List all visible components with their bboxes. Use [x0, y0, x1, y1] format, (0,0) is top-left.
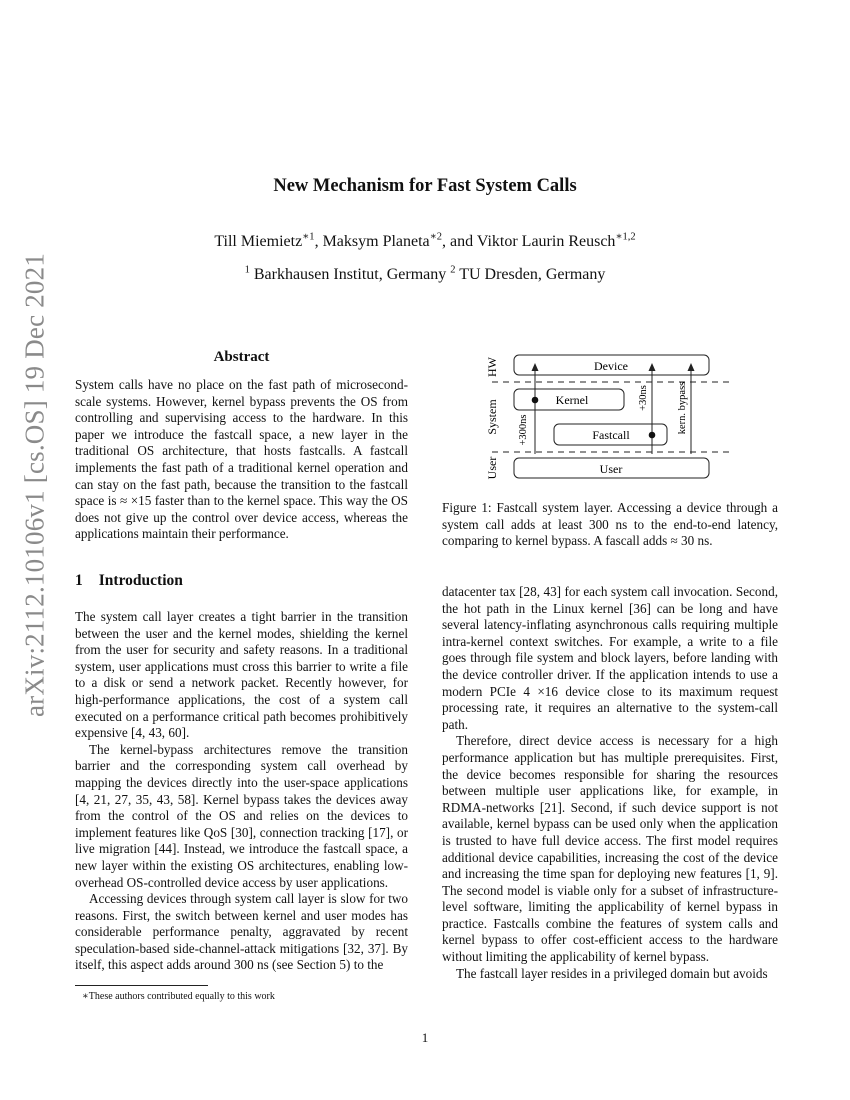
bypass-label: kern. bypass	[677, 381, 688, 435]
author-name: Till Miemietz	[214, 233, 303, 250]
right-column	[442, 584, 778, 982]
fastcall-dot	[649, 432, 656, 439]
affiliation-line: $^1$ Barkhausen Institut, Germany $^2$ TU Dresden, Germany	[244, 264, 606, 283]
footnote-rule	[75, 985, 208, 986]
abstract-body	[75, 377, 408, 543]
arxiv-identifier: arXiv:2112.10106v1 [cs.OS] 19 Dec 2021	[19, 252, 50, 718]
layer-label-hw: HW	[485, 357, 499, 377]
author-mark: ∗1	[302, 231, 315, 243]
paragraph: datacenter tax [28, 43] for each system call invocation. Second, the hot path in the Linux kernel [36] can be long and have several latency-inflating asynchronous calls requiring multiple intra-kernel context switches. For example, a write to a file goes through file system and block layers, before landing with the device controller driver. If the application intends to use a modern PCIe 4 ×16 device close to its maximum request processing rate, it requires an alternative to the system-call path.	[442, 584, 778, 732]
author-mark: ∗2	[429, 231, 443, 243]
footnote: ∗These authors contributed equally to this work	[82, 991, 275, 1002]
fastcall-latency-label: +30ns	[638, 385, 649, 411]
svg-text:Kernel: Kernel	[555, 393, 589, 407]
author-name: Maksym Planeta	[322, 233, 430, 250]
paragraph: Therefore, direct device access is necessary for a high performance application but has multiple prerequisites. First, the device becomes responsible for sharing the resources between multiple user applications like, for example, in RDMA-networks [21]. Second, if such device support is not available, kernel bypass can be used only when the application is trusted to have full device access. The first model requires additional device capabilities, increasing the cost of the device and increasing the time span for deploying new features [1, 9]. The second model is viable only for a subset of infrastructure-level software, limiting the applicability of kernel bypass in practice. Fastcalls combine the features of system calls and kernel bypass to offer cost-efficient access to the hardware without limiting the applicability of kernel bypass.	[442, 733, 778, 965]
abstract-text: System calls have no place on the fast path of microsecond-scale systems. However, kernel bypass prevents the OS from controlling and supervising access to the hardware. In this paper we introduce the fastcall space, a new layer in the traditional OS architecture, that hosts fastcalls. A fastcall implements the fast path of a traditional kernel operation and can stay on the fast path, because the transition to the fastcall space is ≈ ×15 faster than to the kernel space. This way the OS does not give up the control over device access, whereas the applications maintain their performance.	[75, 377, 408, 542]
svg-text:Fastcall: Fastcall	[592, 428, 630, 442]
kernel-latency-label: +300ns	[518, 414, 529, 446]
paragraph: The system call layer creates a tight barrier in the transition between the user and the kernel modes, shielding the kernel from the user for security and safety reasons. In a traditional system, user applications must cross this barrier to write a file to a disk or send a network packet. Recently however, for high-performance applications, the cost of a system call executed on a performance critical path becomes prohibitively expensive [4, 43, 60].	[75, 609, 408, 741]
paragraph: Accessing devices through system call layer is slow for two reasons. First, the switch between kernel and user modes has considerable performance penalty, aggravated by recent speculation-based side-channel-attack mitigations [32, 37]. By itself, this aspect adds around 300 ns (see Section 5) to the	[75, 891, 408, 973]
layer-label-user: User	[485, 456, 499, 480]
svg-text:User: User	[599, 462, 623, 476]
page-number: 1	[421, 1030, 429, 1045]
kernel-dot	[532, 397, 539, 404]
figure-diagram	[478, 346, 760, 492]
affiliation-name: TU Dresden, Germany	[459, 266, 606, 283]
author-name: Viktor Laurin Reusch	[476, 233, 616, 250]
affiliation-name: Barkhausen Institut, Germany	[253, 266, 447, 283]
abstract-heading: Abstract	[213, 349, 270, 365]
section-heading: 1 Introduction	[75, 572, 183, 589]
arxiv-sidebar	[12, 0, 58, 1100]
paragraph: The fastcall layer resides in a privileged domain but avoids	[456, 965, 768, 981]
paragraph: The kernel-bypass architectures remove the transition barrier and the corresponding system call overhead by mapping the devices directly into the user-space applications [4, 21, 27, 35, 43, 58]. Kernel bypass takes the devices away from the control of the OS and relies on the devices to implement features like QoS [30], connection tracking [17], or live migration [44]. Instead, we introduce the fastcall space, a new layer within the existing OS architectures, enabling low-overhead OS-controlled device access by user applications.	[75, 741, 408, 890]
layer-label-system: System	[485, 399, 499, 435]
author-list: Till Miemietz$^{∗1}$, Maksym Planeta$^{∗2}$, and Viktor Laurin Reusch$^{∗1,2}$	[214, 231, 636, 250]
left-column	[75, 609, 408, 974]
author-mark: ∗1,2	[615, 231, 636, 243]
paper-title: New Mechanism for Fast System Calls	[273, 176, 577, 196]
figure-caption: Figure 1: Fastcall system layer. Accessing a device through a system call adds at least 300 ns to the end-to-end latency, comparing to kernel bypass. A fascall adds ≈ 30 ns.	[442, 500, 778, 549]
svg-text:Device: Device	[594, 359, 628, 373]
